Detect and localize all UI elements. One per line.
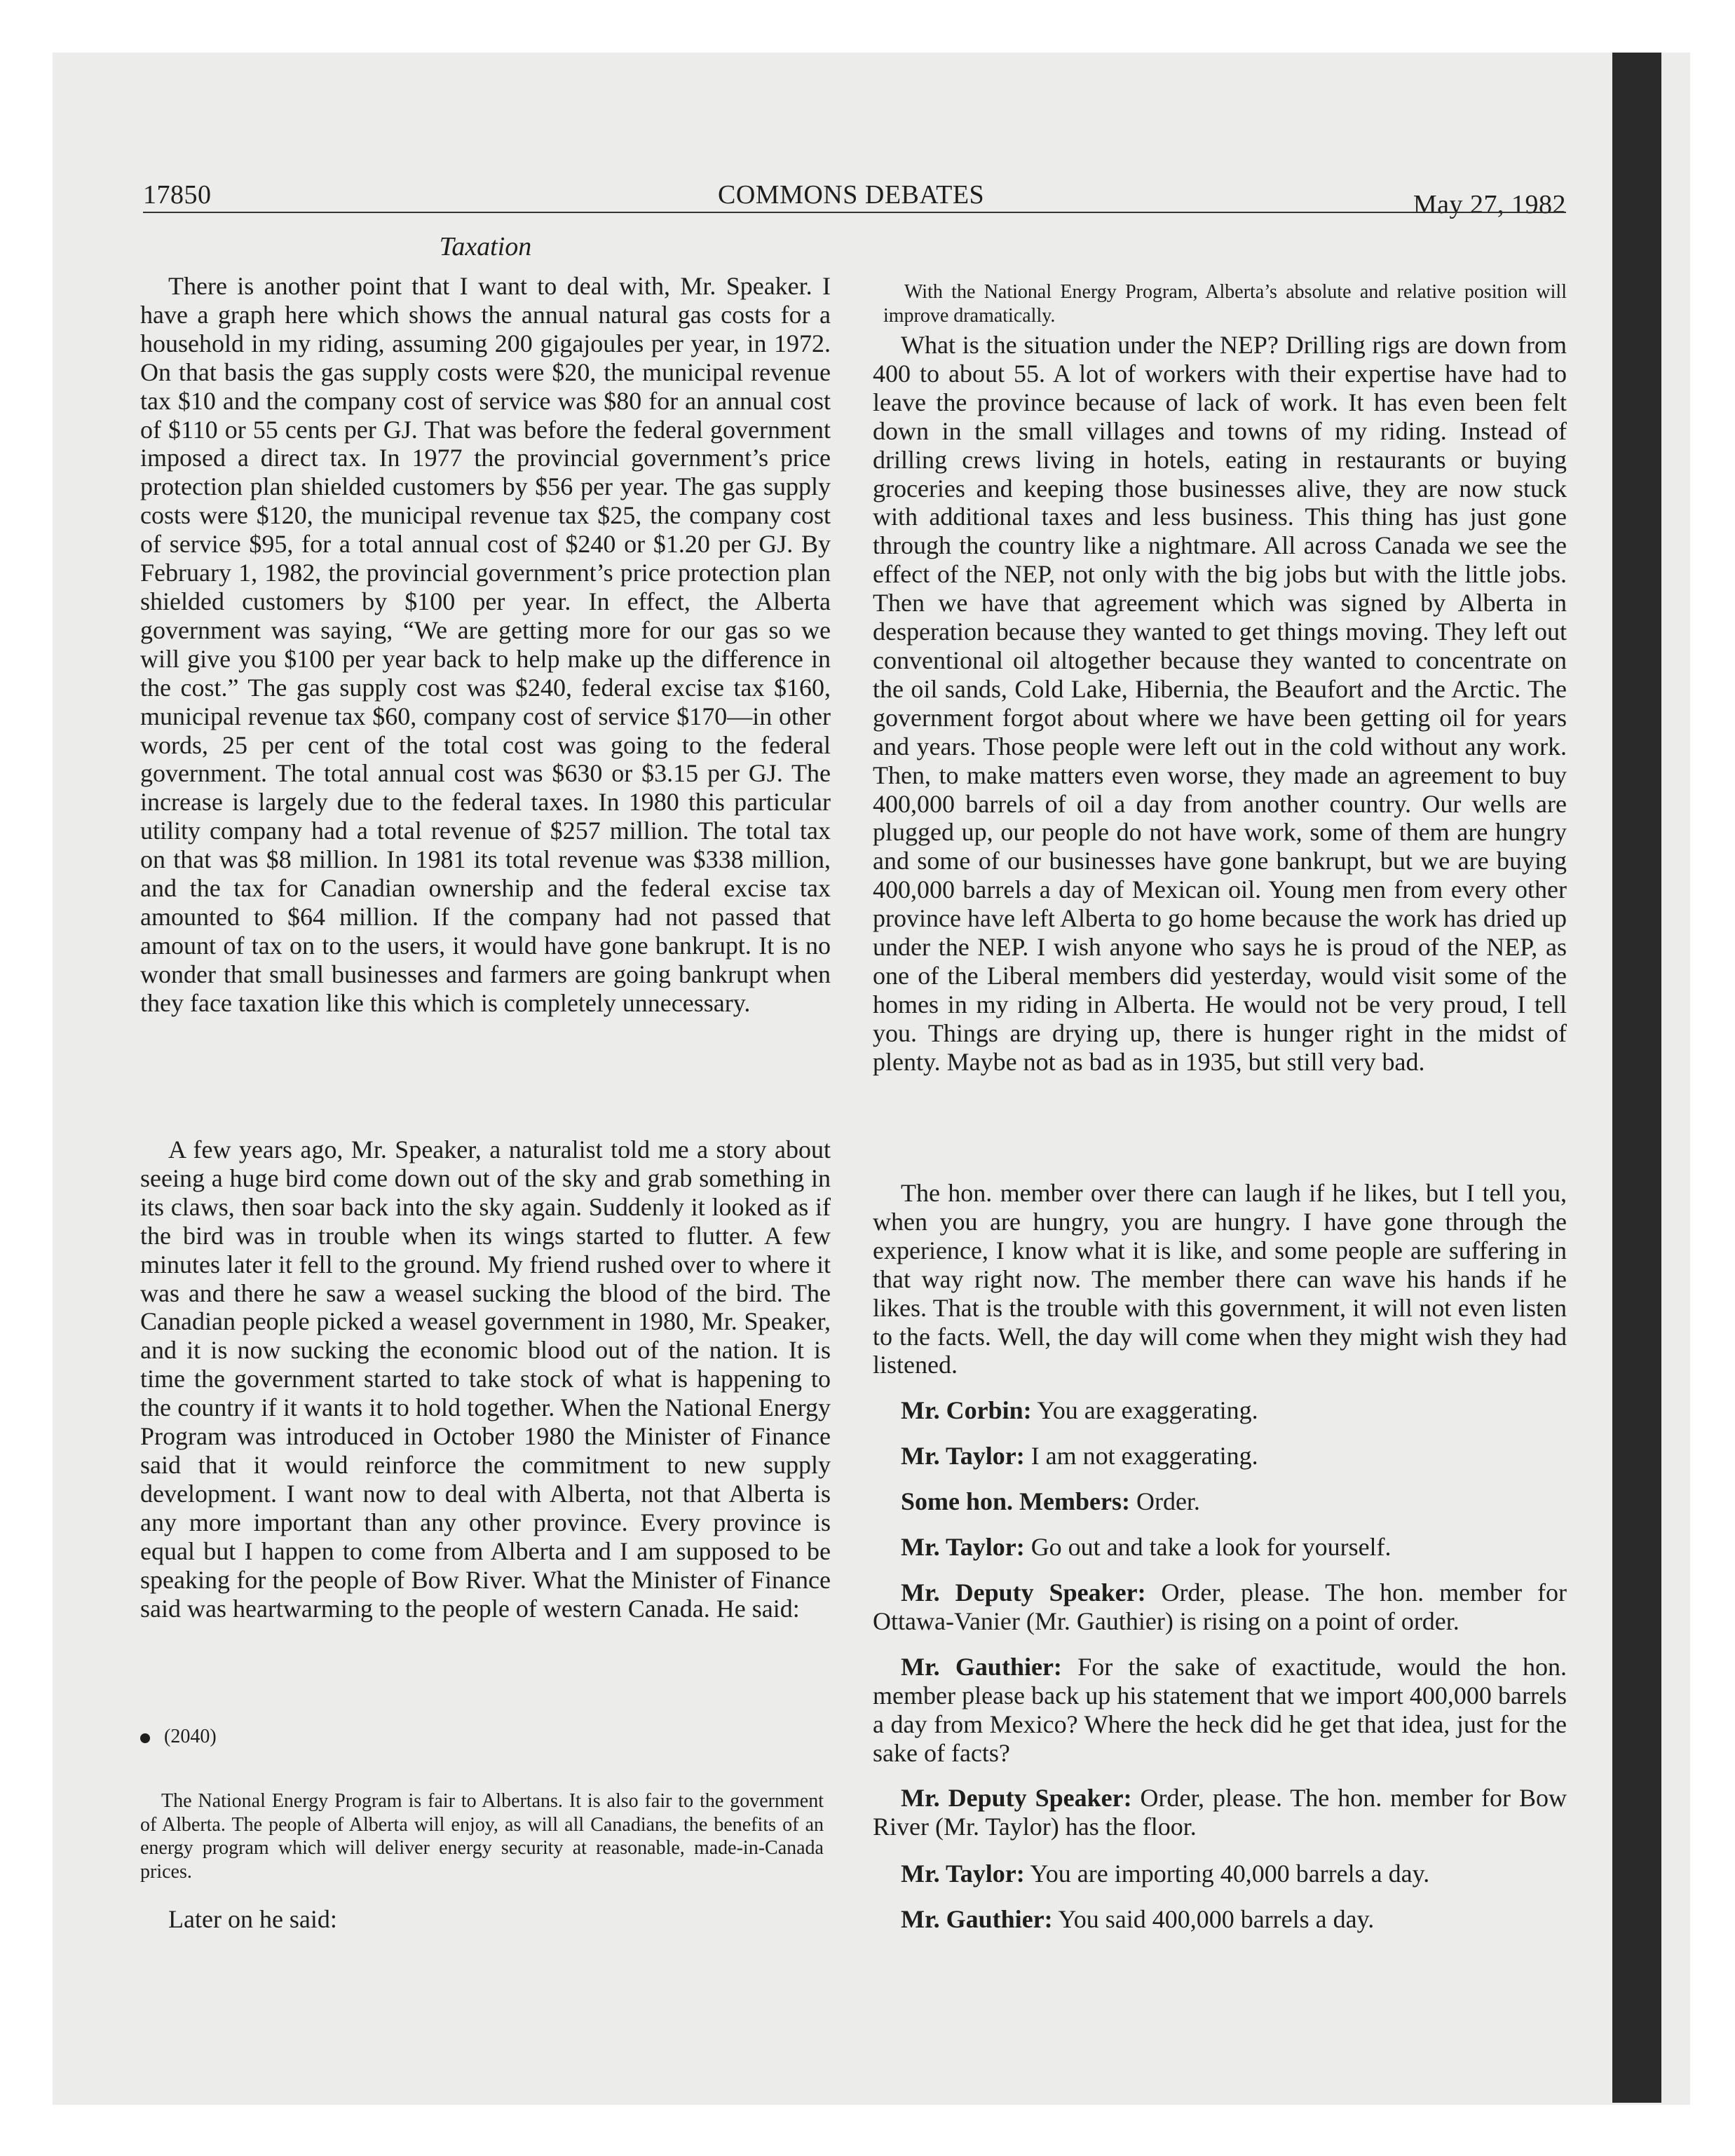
speech-text: Order. — [1136, 1487, 1200, 1515]
exchange-item — [873, 1487, 1567, 1516]
bullet-icon — [140, 1733, 150, 1743]
speaker-name: Mr. Deputy Speaker: — [901, 1784, 1132, 1812]
speaker-name: Mr. Taylor: — [901, 1442, 1025, 1470]
left-paragraph-2: A few years ago, Mr. Speaker, a naturalist told me a story about seeing a huge bird come down out of the sky and grab something in its claws, then soar back into the sky again. Suddenly it looked as if the bird was in trouble when its wings started to flutter. A few minutes later it fell to the ground. My friend rushed over to where it was and there he saw a weasel sucking the blood of the bird. The Canadian people picked a weasel government in 1980, Mr. Speaker, and it is now sucking the economic blood out of the nation. It is time the government started to take stock of what is happening to the country if it wants it to hold together. When the National Energy Program was introduced in October 1980 the Minister of Finance said that it would reinforce the commitment to new supply development. I want now to deal with Alberta, not that Alberta is any more important than any other province. Every province is equal but I happen to come from Alberta and I am supposed to be speaking for the people of Bow River. What the Minister of Finance said was heartwarming to the people of western Canada. He said: — [140, 1135, 831, 1623]
speech-text: Order, please. The hon. member for Bow River (Mr. Taylor) has the floor. — [873, 1784, 1567, 1841]
header-rule — [143, 212, 1566, 213]
speaker-name: Some hon. Members: — [901, 1487, 1130, 1515]
exchange-item — [873, 1578, 1567, 1636]
speech-text: You said 400,000 barrels a day. — [1058, 1905, 1375, 1933]
speaker-name: Mr. Gauthier: — [901, 1905, 1053, 1933]
page-number: 17850 — [143, 180, 212, 210]
exchange-item — [873, 1442, 1567, 1471]
left-paragraph-1: There is another point that I want to deal with, Mr. Speaker. I have a graph here which shows the annual natural gas costs for a household in my riding, assuming 200 gigajoules per year, in 1972. On that basis the gas supply costs were $20, the municipal revenue tax $10 and the company cost of service was $80 for an annual cost of $110 or 55 cents per GJ. That was before the federal government imposed a direct tax. In 1977 the provincial government’s price protection plan shielded customers by $56 per year. The gas supply costs were $120, the municipal revenue tax $25, the company cost of service $95, for a total annual cost of $240 or $1.20 per GJ. By February 1, 1982, the provincial government’s price protection plan shielded customers by $100 per year. In effect, the Alberta government was saying, “We are getting more for our gas so we will give you $100 per year back to help make up the difference in the cost.” The gas supply cost was $240, federal excise tax $160, municipal revenue tax $60, company cost of service $170—in other words, 25 per cent of the total cost was going to the federal government. The total annual cost was $630 or $3.15 per GJ. The increase is largely due to the federal taxes. In 1980 this particular utility company had a total revenue of $257 million. The total tax on that was $8 million. In 1981 its total revenue was $338 million, and the tax for Canadian ownership and the federal excise tax amounted to $64 million. If the company had not passed that amount of tax on to the users, it would have gone bankrupt. It is no wonder that small businesses and farmers are going bankrupt when they face taxation like this which is completely unnecessary. — [140, 272, 831, 1017]
exchange-item — [873, 1396, 1567, 1425]
exchange-item — [873, 1653, 1567, 1768]
speech-text: Go out and take a look for yourself. — [1030, 1533, 1392, 1561]
speaker-name: Mr. Corbin: — [901, 1396, 1032, 1424]
speech-text: Order, please. The hon. member for Ottawa-Vanier (Mr. Gauthier) is rising on a point of order. — [873, 1578, 1567, 1635]
publication-title: COMMONS DEBATES — [718, 180, 985, 210]
speaker-name: Mr. Gauthier: — [901, 1653, 1062, 1681]
speaker-name: Mr. Taylor: — [901, 1860, 1025, 1888]
scan-edge-bar — [1612, 53, 1661, 2103]
time-marker — [140, 1726, 831, 1748]
speech-text: You are importing 40,000 barrels a day. — [1030, 1860, 1430, 1888]
section-title: Taxation — [439, 232, 532, 261]
speaker-name: Mr. Deputy Speaker: — [901, 1578, 1146, 1606]
speech-text: I am not exaggerating. — [1030, 1442, 1258, 1470]
left-quote: The National Energy Program is fair to Albertans. It is also fair to the government of Alberta. The people of Alberta will enjoy, as will all Canadians, the benefits of an energy program which will deliver energy security at reasonable, made-in-Canada prices. — [140, 1790, 824, 1883]
exchange-item — [873, 1860, 1567, 1888]
right-quote: With the National Energy Program, Alberta’s absolute and relative position will improve dramatically. — [883, 281, 1567, 327]
page-header — [143, 179, 1566, 221]
time-marker-text: (2040) — [164, 1726, 217, 1747]
speaker-name: Mr. Taylor: — [901, 1533, 1025, 1561]
exchange-item — [873, 1784, 1567, 1841]
right-paragraph-2: The hon. member over there can laugh if he likes, but I tell you, when you are hungry, you are hungry. I have gone through the experience, I know what it is like, and some people are suffering in that way right now. The member there can wave his hands if he likes. That is the trouble with this government, it will not even listen to the facts. Well, the day will come when they might wish they had listened. — [873, 1179, 1567, 1379]
left-paragraph-3: Later on he said: — [168, 1905, 337, 1933]
exchange-item — [873, 1905, 1567, 1934]
speech-text: You are exaggerating. — [1037, 1396, 1258, 1424]
publication-date: May 27, 1982 — [1413, 190, 1566, 219]
speech-text: For the sake of exactitude, would the hon. member please back up his statement that we import 400,000 barrels a day from Mexico? Where the heck did he get that idea, just for the sake of facts? — [873, 1653, 1567, 1767]
exchange-item — [873, 1533, 1567, 1562]
right-paragraph-1: What is the situation under the NEP? Drilling rigs are down from 400 to about 55. A lot of workers with their expertise have had to leave the province because of lack of work. It has even been felt down in the small villages and towns of my riding. Instead of drilling crews living in hotels, eating in restaurants or buying groceries and keeping those businesses alive, they are now stuck with additional taxes and less business. This thing has just gone through the country like a nightmare. All across Canada we see the effect of the NEP, not only with the big jobs but with the little jobs. Then we have that agreement which was signed by Alberta in desperation because they wanted to get things moving. They left out conventional oil altogether because they wanted to concentrate on the oil sands, Cold Lake, Hibernia, the Beaufort and the Arctic. The government forgot about where we have been getting oil for years and years. Those people were left out in the cold without any work. Then, to make matters even worse, they made an agreement to buy 400,000 barrels of oil a day from another country. Our wells are plugged up, our people do not have work, some of them are hungry and some of our businesses have gone bankrupt, but we are buying 400,000 barrels a day of Mexican oil. Young men from every other province have left Alberta to go home because the work has dried up under the NEP. I wish anyone who says he is proud of the NEP, as one of the Liberal members did yesterday, would visit some of the homes in my riding in Alberta. He would not be very proud, I tell you. Things are drying up, there is hunger right in the midst of plenty. Maybe not as bad as in 1935, but still very bad. — [873, 331, 1567, 1076]
